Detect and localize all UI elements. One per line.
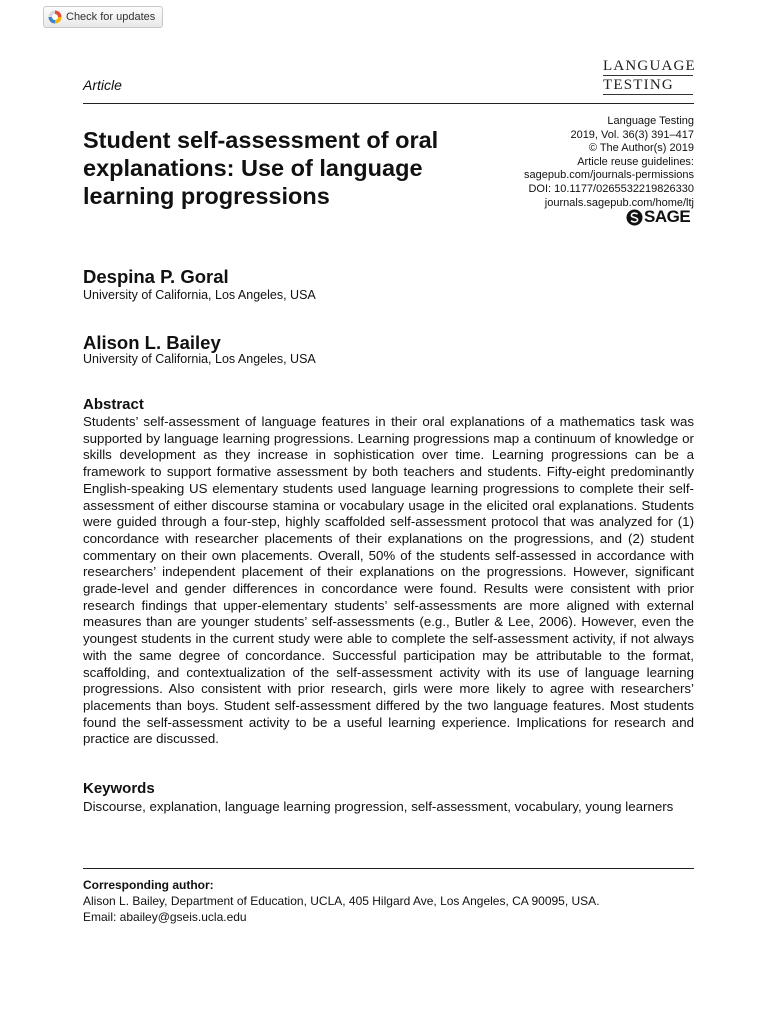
- corresponding-author-heading: Corresponding author:: [83, 878, 214, 892]
- journal-logo-line1: LANGUAGE: [603, 58, 696, 74]
- journal-link[interactable]: journals.sagepub.com/home/ltj: [544, 196, 694, 209]
- corresponding-author-address: Alison L. Bailey, Department of Education, UCLA, 405 Hilgard Ave, Los Angeles, CA 90095, USA.: [83, 894, 600, 908]
- article-title: Student self-assessment of oral explanations: Use of language learning progressions: [83, 127, 439, 209]
- author-name: Despina P. Goral: [83, 266, 229, 287]
- volume-info: 2019, Vol. 36(3) 391–417: [570, 128, 694, 141]
- keywords-heading: Keywords: [83, 780, 155, 797]
- author-affiliation: University of California, Los Angeles, USA: [83, 352, 316, 366]
- keywords-text: Discourse, explanation, language learning progression, self-assessment, vocabulary, young learners: [83, 799, 674, 814]
- journal-logo-line2: TESTING: [603, 77, 674, 93]
- header-divider: [83, 103, 694, 104]
- publisher-name: SAGE: [644, 207, 691, 226]
- publication-meta: [500, 115, 694, 210]
- author-affiliation: University of California, Los Angeles, USA: [83, 288, 316, 302]
- journal-logo: [603, 58, 696, 96]
- journal-logo-divider-bottom: [603, 94, 693, 95]
- doi[interactable]: DOI: 10.1177/0265532219826330: [528, 182, 694, 195]
- corresponding-author-email[interactable]: Email: abailey@gseis.ucla.edu: [83, 909, 247, 924]
- article-type-label: Article: [83, 77, 122, 93]
- crossmark-icon: [48, 10, 62, 24]
- author-name: Alison L. Bailey: [83, 332, 221, 353]
- permissions-link[interactable]: sagepub.com/journals-permissions: [524, 169, 694, 182]
- journal-name: Language Testing: [607, 115, 694, 127]
- check-for-updates-button[interactable]: [43, 6, 163, 28]
- abstract-heading: Abstract: [83, 396, 144, 413]
- abstract-text: Students’ self-assessment of language features in their oral explanations of a mathematics task was supported by language learning progressions. Learning progressions map a continuum of knowledge or skills development as they increase in sophistication over time. Learning progressions can be a framework to support formative assessment by both teachers and students. Fifty-eight predominantly English-speaking US elementary students used language learning progressions to complete their self-assessment of either discourse stamina or vocabulary usage in the elicited oral explanations. Students were guided through a four-step, highly scaffolded self-assessment protocol that was analyzed for (1) concordance with researcher placements of their explanations on the progressions, and (2) student commentary on their own placements. Overall, 50% of the students self-assessed in accordance with researchers’ independent placement of their explanations on the progressions. However, significant grade-level and gender differences in concordance were found. Results were consistent with prior research findings that upper-elementary students’ self-assessments are more aligned with external measures than are younger students’ self-assessments (e.g., Butler & Lee, 2006). However, even the youngest students in the current study were able to complete the self-assessment activity, if not always with the same degree of concordance. Successful participation may be attributable to the format, scaffolding, and contextualization of the self-assessment activity with its use of language learning progressions. Also consistent with prior research, girls were more likely to agree with researchers’ placements than boys. Student self-assessment differed by the two language features. Most students found the self-assessment activity to be a useful learning experience. Implications for research and practice are discussed.: [83, 414, 694, 747]
- copyright: © The Author(s) 2019: [588, 142, 694, 155]
- journal-logo-divider: [603, 75, 693, 76]
- sage-circle-icon: [626, 209, 643, 226]
- reuse-guidelines: Article reuse guidelines:: [577, 155, 694, 168]
- check-for-updates-label: Check for updates: [66, 11, 156, 23]
- publisher-logo: [626, 208, 690, 226]
- footnote-divider: [83, 868, 694, 869]
